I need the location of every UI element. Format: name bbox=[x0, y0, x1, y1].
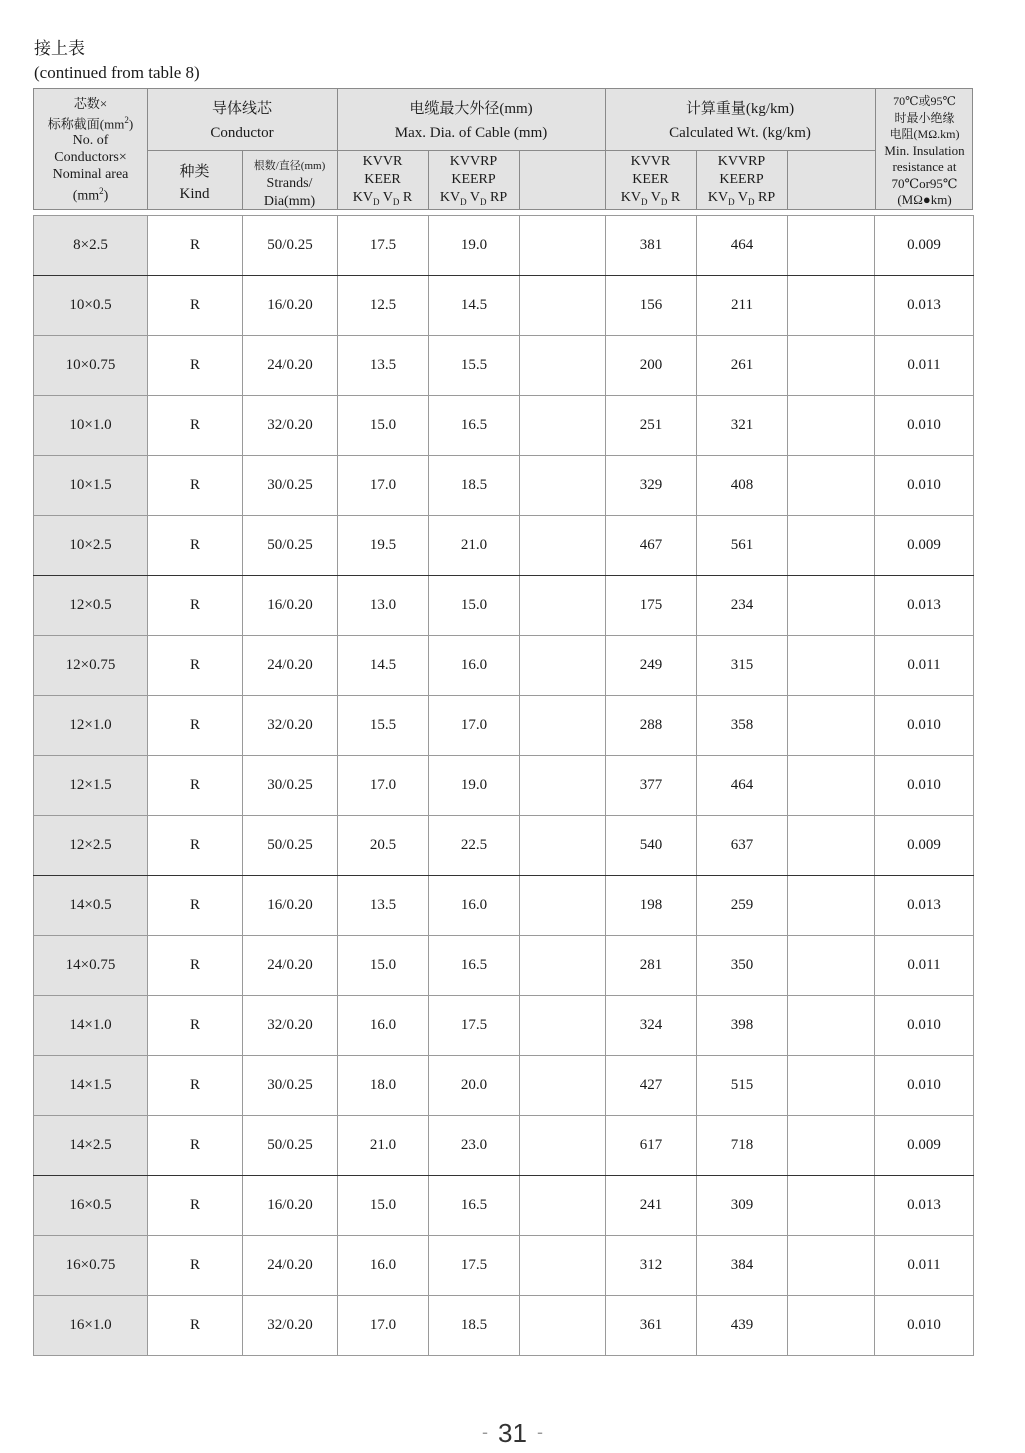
table-cell: 321 bbox=[697, 396, 788, 456]
table-cell: 12×2.5 bbox=[34, 816, 148, 876]
table-cell: 16.0 bbox=[429, 636, 520, 696]
header-wt-type-b: KVVRP KEERP $KV_D$ $V_D$ RP bbox=[707, 154, 776, 207]
table-cell: 561 bbox=[697, 516, 788, 576]
table-cell: 10×1.0 bbox=[34, 396, 148, 456]
table-row bbox=[34, 1116, 974, 1176]
table-cell: 617 bbox=[606, 1116, 697, 1176]
table-cell: 16.5 bbox=[429, 936, 520, 996]
empty-cell bbox=[788, 336, 875, 396]
table-cell: 249 bbox=[606, 636, 697, 696]
table-cell: 32/0.20 bbox=[243, 996, 338, 1056]
empty-cell bbox=[520, 816, 606, 876]
table-cell: 14.5 bbox=[338, 636, 429, 696]
table-cell: 16×1.0 bbox=[34, 1296, 148, 1356]
empty-cell bbox=[520, 276, 606, 336]
empty-cell bbox=[788, 216, 875, 276]
table-cell: 384 bbox=[697, 1236, 788, 1296]
empty-cell bbox=[788, 576, 875, 636]
table-row bbox=[34, 456, 974, 516]
empty-cell bbox=[520, 696, 606, 756]
table-cell: 18.0 bbox=[338, 1056, 429, 1116]
table-row bbox=[34, 216, 974, 276]
table-cell: 15.0 bbox=[429, 576, 520, 636]
table-cell: 12×0.75 bbox=[34, 636, 148, 696]
empty-cell bbox=[520, 936, 606, 996]
table-cell: 0.010 bbox=[875, 756, 974, 816]
table-cell: 0.013 bbox=[875, 1176, 974, 1236]
table-cell: 14×1.5 bbox=[34, 1056, 148, 1116]
table-cell: 329 bbox=[606, 456, 697, 516]
table-cell: 14×0.5 bbox=[34, 876, 148, 936]
table-cell: R bbox=[148, 1296, 243, 1356]
table-cell: 0.010 bbox=[875, 396, 974, 456]
empty-cell bbox=[520, 576, 606, 636]
table-row bbox=[34, 816, 974, 876]
table-row bbox=[34, 936, 974, 996]
table-cell: 0.009 bbox=[875, 516, 974, 576]
table-row bbox=[34, 276, 974, 336]
table-cell: 377 bbox=[606, 756, 697, 816]
empty-cell bbox=[520, 1176, 606, 1236]
table-cell: 312 bbox=[606, 1236, 697, 1296]
empty-cell bbox=[788, 996, 875, 1056]
table-cell: 50/0.25 bbox=[243, 1116, 338, 1176]
empty-cell bbox=[520, 1116, 606, 1176]
table-cell: 14.5 bbox=[429, 276, 520, 336]
table-cell: 32/0.20 bbox=[243, 396, 338, 456]
table-cell: 10×2.5 bbox=[34, 516, 148, 576]
empty-cell bbox=[520, 756, 606, 816]
table-cell: 0.011 bbox=[875, 1236, 974, 1296]
table-cell: 15.0 bbox=[338, 1176, 429, 1236]
caption-english: (continued from table 8) bbox=[34, 63, 200, 82]
table-cell: R bbox=[148, 576, 243, 636]
table-cell: 259 bbox=[697, 876, 788, 936]
empty-cell bbox=[788, 1236, 875, 1296]
empty-cell bbox=[788, 1056, 875, 1116]
empty-cell bbox=[520, 1056, 606, 1116]
table-cell: 16.5 bbox=[429, 396, 520, 456]
table-cell: 0.010 bbox=[875, 1056, 974, 1116]
table-cell: 19.0 bbox=[429, 756, 520, 816]
table-cell: 30/0.25 bbox=[243, 456, 338, 516]
table-cell: 15.0 bbox=[338, 396, 429, 456]
empty-cell bbox=[520, 1236, 606, 1296]
table-cell: 398 bbox=[697, 996, 788, 1056]
table-cell: 50/0.25 bbox=[243, 816, 338, 876]
table-row bbox=[34, 696, 974, 756]
empty-cell bbox=[520, 216, 606, 276]
table-cell: R bbox=[148, 636, 243, 696]
table-cell: 24/0.20 bbox=[243, 636, 338, 696]
table-cell: 10×0.5 bbox=[34, 276, 148, 336]
table-cell: 17.5 bbox=[429, 996, 520, 1056]
table-row bbox=[34, 996, 974, 1056]
table-cell: 211 bbox=[697, 276, 788, 336]
table-cell: 408 bbox=[697, 456, 788, 516]
table-row bbox=[34, 1236, 974, 1296]
table-cell: 16/0.20 bbox=[243, 1176, 338, 1236]
table-cell: R bbox=[148, 756, 243, 816]
table-cell: 14×0.75 bbox=[34, 936, 148, 996]
table-cell: 16.0 bbox=[338, 996, 429, 1056]
table-cell: 16.0 bbox=[338, 1236, 429, 1296]
empty-cell bbox=[788, 636, 875, 696]
table-cell: 50/0.25 bbox=[243, 216, 338, 276]
table-cell: 16×0.5 bbox=[34, 1176, 148, 1236]
table-cell: 30/0.25 bbox=[243, 1056, 338, 1116]
table-cell: 21.0 bbox=[338, 1116, 429, 1176]
empty-cell bbox=[788, 276, 875, 336]
table-cell: 17.0 bbox=[338, 456, 429, 516]
empty-cell bbox=[788, 1116, 875, 1176]
table-row bbox=[34, 516, 974, 576]
table-cell: R bbox=[148, 456, 243, 516]
table-cell: 14×1.0 bbox=[34, 996, 148, 1056]
table-cell: R bbox=[148, 516, 243, 576]
table-cell: 21.0 bbox=[429, 516, 520, 576]
table-cell: 10×0.75 bbox=[34, 336, 148, 396]
empty-cell bbox=[788, 1176, 875, 1236]
table-cell: 358 bbox=[697, 696, 788, 756]
empty-cell bbox=[520, 396, 606, 456]
table-cell: 17.0 bbox=[429, 696, 520, 756]
table-cell: 22.5 bbox=[429, 816, 520, 876]
table-cell: 18.5 bbox=[429, 1296, 520, 1356]
header-strands: 根数/直径(mm) Strands/ Dia(mm) bbox=[253, 160, 326, 209]
table-cell: 261 bbox=[697, 336, 788, 396]
table-cell: 0.013 bbox=[875, 576, 974, 636]
table-cell: 16.5 bbox=[429, 1176, 520, 1236]
table-cell: R bbox=[148, 996, 243, 1056]
header-calculated-weight: 计算重量(kg/km) Calculated Wt. (kg/km) bbox=[669, 101, 811, 141]
table-cell: R bbox=[148, 1056, 243, 1116]
table-cell: 16/0.20 bbox=[243, 576, 338, 636]
table-cell: R bbox=[148, 936, 243, 996]
empty-cell bbox=[788, 396, 875, 456]
header-dia-type-a: KVVR KEER $KV_D$ $V_D$ R bbox=[352, 154, 413, 207]
table-cell: 718 bbox=[697, 1116, 788, 1176]
table-cell: 12×1.0 bbox=[34, 696, 148, 756]
table-cell: 0.010 bbox=[875, 696, 974, 756]
table-cell: 20.0 bbox=[429, 1056, 520, 1116]
header-insulation-resistance: 70℃或95℃ 时最小绝缘 电阻(MΩ.km) Min. Insulation resistance at 70℃or95℃ (MΩ●km) bbox=[884, 94, 965, 207]
table-cell: R bbox=[148, 876, 243, 936]
table-cell: 251 bbox=[606, 396, 697, 456]
table-cell: 17.0 bbox=[338, 1296, 429, 1356]
header-max-diameter: 电缆最大外径(mm) Max. Dia. of Cable (mm) bbox=[394, 101, 548, 141]
table-cell: 15.5 bbox=[338, 696, 429, 756]
empty-cell bbox=[788, 816, 875, 876]
table-cell: 464 bbox=[697, 756, 788, 816]
table-header bbox=[33, 88, 973, 210]
table-cell: 0.013 bbox=[875, 276, 974, 336]
table-cell: 439 bbox=[697, 1296, 788, 1356]
table-cell: 467 bbox=[606, 516, 697, 576]
table-cell: 324 bbox=[606, 996, 697, 1056]
header-conductor-area: 芯数× 标称截面$(mm^2)$ No. of Conductors× Nominal area $(mm^2)$ bbox=[47, 96, 134, 204]
empty-cell bbox=[788, 876, 875, 936]
table-cell: 381 bbox=[606, 216, 697, 276]
table-cell: 13.5 bbox=[338, 336, 429, 396]
table-cell: 0.009 bbox=[875, 816, 974, 876]
table-cell: 350 bbox=[697, 936, 788, 996]
table-cell: 241 bbox=[606, 1176, 697, 1236]
table-row bbox=[34, 756, 974, 816]
table-cell: 309 bbox=[697, 1176, 788, 1236]
table-row bbox=[34, 1296, 974, 1356]
table-row bbox=[34, 1056, 974, 1116]
table-row bbox=[34, 1176, 974, 1236]
table-cell: 18.5 bbox=[429, 456, 520, 516]
table-cell: R bbox=[148, 336, 243, 396]
table-cell: 0.011 bbox=[875, 636, 974, 696]
table-cell: 16×0.75 bbox=[34, 1236, 148, 1296]
table-cell: 8×2.5 bbox=[34, 216, 148, 276]
table-cell: 15.0 bbox=[338, 936, 429, 996]
table-row bbox=[34, 876, 974, 936]
empty-cell bbox=[520, 456, 606, 516]
table-cell: 234 bbox=[697, 576, 788, 636]
table-cell: 19.5 bbox=[338, 516, 429, 576]
table-cell: 17.5 bbox=[429, 1236, 520, 1296]
table-cell: 23.0 bbox=[429, 1116, 520, 1176]
header-dia-type-b: KVVRP KEERP $KV_D$ $V_D$ RP bbox=[439, 154, 508, 207]
caption-chinese: 接上表 bbox=[34, 39, 85, 58]
table-cell: R bbox=[148, 216, 243, 276]
table-cell: 540 bbox=[606, 816, 697, 876]
table-cell: 0.013 bbox=[875, 876, 974, 936]
header-wt-type-a: KVVR KEER $KV_D$ $V_D$ R bbox=[620, 154, 681, 207]
table-row bbox=[34, 396, 974, 456]
empty-cell bbox=[788, 456, 875, 516]
empty-cell bbox=[520, 996, 606, 1056]
table-cell: 14×2.5 bbox=[34, 1116, 148, 1176]
table-cell: 200 bbox=[606, 336, 697, 396]
page-number: - 31 - bbox=[482, 1418, 543, 1448]
table-cell: 17.5 bbox=[338, 216, 429, 276]
table-cell: 0.009 bbox=[875, 216, 974, 276]
table-cell: 16.0 bbox=[429, 876, 520, 936]
table-cell: 32/0.20 bbox=[243, 1296, 338, 1356]
table-row bbox=[34, 636, 974, 696]
empty-cell bbox=[788, 936, 875, 996]
table-cell: 12×1.5 bbox=[34, 756, 148, 816]
table-cell: 32/0.20 bbox=[243, 696, 338, 756]
table-cell: 24/0.20 bbox=[243, 1236, 338, 1296]
table-cell: 315 bbox=[697, 636, 788, 696]
table-cell: 0.010 bbox=[875, 996, 974, 1056]
table-cell: R bbox=[148, 396, 243, 456]
table-cell: R bbox=[148, 276, 243, 336]
header-kind: 种类 Kind bbox=[179, 164, 210, 202]
table-cell: 0.010 bbox=[875, 456, 974, 516]
header-conductor: 导体线芯 Conductor bbox=[210, 101, 274, 141]
table-cell: 0.011 bbox=[875, 936, 974, 996]
table-cell: 0.011 bbox=[875, 336, 974, 396]
table-cell: R bbox=[148, 816, 243, 876]
table-cell: 0.009 bbox=[875, 1116, 974, 1176]
table-cell: 288 bbox=[606, 696, 697, 756]
table-cell: 19.0 bbox=[429, 216, 520, 276]
table-cell: 156 bbox=[606, 276, 697, 336]
empty-cell bbox=[520, 516, 606, 576]
table-cell: R bbox=[148, 1236, 243, 1296]
empty-cell bbox=[788, 516, 875, 576]
table-cell: 198 bbox=[606, 876, 697, 936]
empty-cell bbox=[788, 696, 875, 756]
table-cell: 464 bbox=[697, 216, 788, 276]
table-cell: 30/0.25 bbox=[243, 756, 338, 816]
table-cell: 16/0.20 bbox=[243, 876, 338, 936]
table-cell: 515 bbox=[697, 1056, 788, 1116]
table-cell: 361 bbox=[606, 1296, 697, 1356]
table-cell: R bbox=[148, 1176, 243, 1236]
table-cell: 427 bbox=[606, 1056, 697, 1116]
table-cell: 24/0.20 bbox=[243, 336, 338, 396]
table-row bbox=[34, 336, 974, 396]
table-cell: R bbox=[148, 1116, 243, 1176]
empty-cell bbox=[788, 1296, 875, 1356]
table-cell: 15.5 bbox=[429, 336, 520, 396]
table-cell: 175 bbox=[606, 576, 697, 636]
empty-cell bbox=[520, 1296, 606, 1356]
table-cell: 10×1.5 bbox=[34, 456, 148, 516]
table-cell: 20.5 bbox=[338, 816, 429, 876]
table-row bbox=[34, 576, 974, 636]
table-cell: 281 bbox=[606, 936, 697, 996]
table-cell: 637 bbox=[697, 816, 788, 876]
empty-cell bbox=[520, 336, 606, 396]
table-cell: R bbox=[148, 696, 243, 756]
empty-cell bbox=[520, 636, 606, 696]
table-cell: 50/0.25 bbox=[243, 516, 338, 576]
table-cell: 24/0.20 bbox=[243, 936, 338, 996]
table-cell: 12×0.5 bbox=[34, 576, 148, 636]
table-cell: 0.010 bbox=[875, 1296, 974, 1356]
table-cell: 13.5 bbox=[338, 876, 429, 936]
table-cell: 13.0 bbox=[338, 576, 429, 636]
table-cell: 17.0 bbox=[338, 756, 429, 816]
empty-cell bbox=[788, 756, 875, 816]
table-cell: 12.5 bbox=[338, 276, 429, 336]
table-cell: 16/0.20 bbox=[243, 276, 338, 336]
empty-cell bbox=[520, 876, 606, 936]
cable-data-table bbox=[33, 215, 974, 1356]
